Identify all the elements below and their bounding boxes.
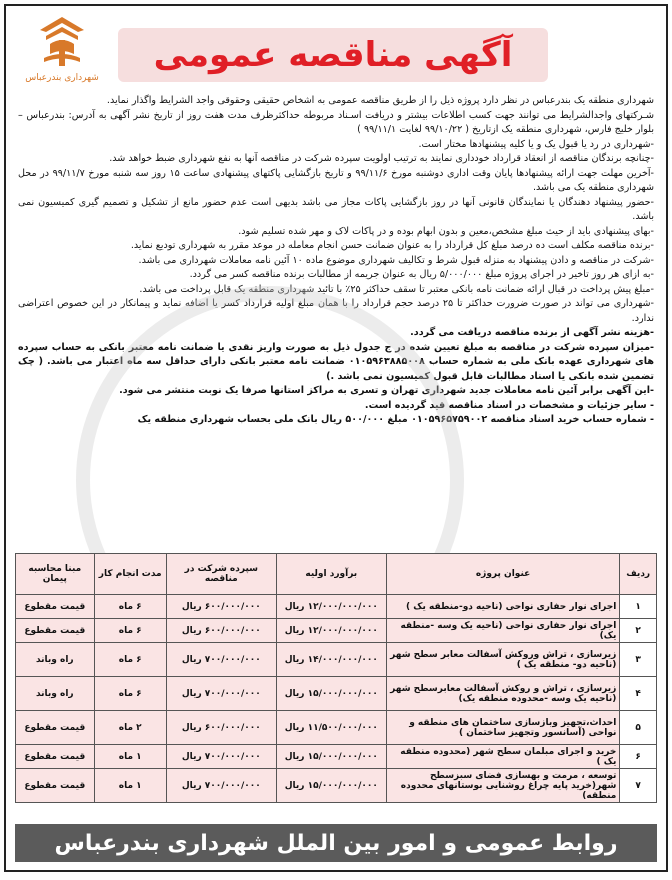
notice-paragraph: -میزان سپرده شرکت در مناقصه به مبلغ تعیین شده در ج جدول ذیل به صورت واریز نقدی یا ضمانت نامه معتبر بانکی به حساب سپرده های شهرداری عهده بانک ملی به شماره حساب ۰۱۰۵۹۶۳۸۸۵۰۰۸ ضمانت نامه معتبر بانکی دارای حداقل سه ماه اعتبار می باشد. ( چک تضمین شده بانکی یا اسناد مطالبات قابل قبول کمیسیون نمی باشد .): [18, 341, 654, 382]
table-header-row: [16, 554, 657, 595]
row-number-cell: ۳: [620, 643, 657, 677]
basis-cell: راه وباند: [16, 643, 95, 677]
project-title-cell: توسعه ، مرمت و بهسازی فضای سبزسطح شهر(خرید پایه چراغ روشنایی بوستانهای محدوده منطقه): [386, 769, 620, 803]
table-row: [16, 769, 657, 803]
duration-cell: ۶ ماه: [94, 595, 166, 619]
project-title-cell: زیرسازی ، تراش وروکش آسفالت معابر سطح شهر (ناحیه دو- منطقه یک ): [386, 643, 620, 677]
duration-cell: ۱ ماه: [94, 769, 166, 803]
basis-cell: راه وباند: [16, 677, 95, 711]
page-title: آگهی مناقصه عمومی: [153, 35, 513, 75]
deposit-cell: ۷۰۰/۰۰۰/۰۰۰ ریال: [166, 745, 276, 769]
estimate-cell: ۱۲/۰۰۰/۰۰۰/۰۰۰ ریال: [276, 619, 386, 643]
row-number-cell: ۶: [620, 745, 657, 769]
duration-cell: ۲ ماه: [94, 711, 166, 745]
table-row: [16, 643, 657, 677]
logo-text: شهرداری بندرعباس: [25, 73, 99, 83]
notice-body: [18, 94, 654, 564]
row-number-cell: ۱: [620, 595, 657, 619]
row-number-cell: ۵: [620, 711, 657, 745]
col-header-basis: مبنا محاسبه پیمان: [16, 554, 95, 595]
projects-table: [15, 553, 657, 803]
duration-cell: ۶ ماه: [94, 643, 166, 677]
row-number-cell: ۴: [620, 677, 657, 711]
deposit-cell: ۶۰۰/۰۰۰/۰۰۰ ریال: [166, 619, 276, 643]
duration-cell: ۶ ماه: [94, 619, 166, 643]
notice-paragraph: شـرکتهای واجدالشرایط می توانند جهت کسب اطلاعات بیشتر و دریافت اسـناد مربوطه حداکثرظرف مدت هفت روز از تاریخ نشر آگهی به آدرس: بندرعباس –بلوار خلیج فارس، شهرداری منطقه یک ازتاریخ ( ۹۹/۱۰/۲۲ لغایت ۹۹/۱۱/۱ ): [18, 109, 654, 135]
project-title-cell: اجرای نوار حفاری نواحی (ناحیه یک وسه -منطقه یک): [386, 619, 620, 643]
col-header-project-title: عنوان پروژه: [386, 554, 620, 595]
basis-cell: قیمت مقطوع: [16, 745, 95, 769]
notice-paragraph: - سایر جزئیات و مشخصات در اسناد مناقصه قید گردیده است.: [364, 399, 654, 411]
notice-paragraph: -برنده مناقصه مکلف است ده درصد مبلغ کل قرارداد را به عنوان ضمانت حسن انجام معامله در موعد مقرر به شهرداری تودیع نماید.: [130, 240, 654, 251]
footer-banner: [15, 824, 657, 862]
col-header-row-number: ردیف: [620, 554, 657, 595]
notice-paragraph: -آخرین مهلت جهت ارائه پیشنهادها پایان وقت اداری دوشنبه مورخ ۹۹/۱۱/۶ و تاریخ بازگشایی پاکتهای پیشنهادی ساعت ۱۵ روز سه شنبه مورخ ۹۹/۱۱/۷ در محل شهرداری منطقه یک می باشد.: [18, 167, 654, 193]
table-row: [16, 711, 657, 745]
col-header-estimate: برآورد اولیه: [276, 554, 386, 595]
notice-paragraph: -شهرداری می تواند در صورت ضرورت حداکثر تا ۲۵ درصد حجم قرارداد را با همان مبلغ اولیه قرارداد کسر یا اضافه نماید و پیمانکار در این خصوص اعتراضی ندارد.: [18, 298, 654, 324]
title-banner: [118, 28, 548, 82]
col-header-deposit: سپرده شرکت در مناقصه: [166, 554, 276, 595]
notice-paragraph: - شماره حساب خرید اسناد مناقصه ۰۱۰۵۹۶۵۷۵۹۰۰۲ مبلغ ۵۰۰/۰۰۰ ریال بانک ملی بحساب شهرداری منطقه یک: [137, 414, 654, 425]
logo-emblem-icon: [32, 14, 92, 72]
municipality-logo: [16, 14, 108, 90]
project-title-cell: زیرسازی ، تراش و روکش آسفالت معابرسطح شهر (ناحیه یک وسه -محدوده منطقه یک): [386, 677, 620, 711]
notice-paragraph: -مبلغ پیش پرداخت در قبال ارائه ضمانت نامه بانکی معتبر تا سقف حداکثر ۲۵٪ با تائید شهرداری منطقه یک قابل پرداخت می باشد.: [139, 283, 654, 295]
deposit-cell: ۷۰۰/۰۰۰/۰۰۰ ریال: [166, 769, 276, 803]
estimate-cell: ۱۴/۰۰۰/۰۰۰/۰۰۰ ریال: [276, 643, 386, 677]
table-row: [16, 595, 657, 619]
footer-text: روابط عمومی و امور بین الملل شهرداری بندرعباس: [54, 830, 618, 856]
notice-paragraph: -چنانچه برندگان مناقصه از انعقاد قرارداد خودداری نمایند به ترتیب اولویت سپرده شرکت در مناقصه آنها به نفع شهرداری ضبط خواهد شد.: [109, 153, 654, 164]
col-header-duration: مدت انجام کار: [94, 554, 166, 595]
table-row: [16, 677, 657, 711]
notice-paragraph: -بهای پیشنهادی باید از حیث مبلغ مشخص،معین و بدون ابهام بوده و در پاکات لاک و مهر شده تسلیم شود.: [238, 225, 654, 237]
basis-cell: قیمت مقطوع: [16, 711, 95, 745]
estimate-cell: ۱۵/۰۰۰/۰۰۰/۰۰۰ ریال: [276, 769, 386, 803]
basis-cell: قیمت مقطوع: [16, 619, 95, 643]
deposit-cell: ۶۰۰/۰۰۰/۰۰۰ ریال: [166, 595, 276, 619]
notice-paragraph: -هزینه نشر آگهی از برنده مناقصه دریافت می گردد.: [410, 327, 654, 338]
notice-paragraph: شهرداری منطقه یک بندرعباس در نظر دارد پروژه ذیل را از طریق مناقصه عمومی به اشخاص حقیقی وحقوقی واجد الشرایط واگذار نماید.: [106, 95, 654, 106]
notice-paragraph: -شرکت در مناقصه و دادن پیشنهاد به منزله قبول شرط و تکالیف شهرداری موضوع ماده ۱۰ آئین نامه معاملات شهرداری می باشد.: [138, 254, 654, 266]
notice-paragraph: -شهرداری در رد یا قبول یک و یا کلیه پیشنهادها مختار است.: [418, 138, 654, 150]
header: [6, 6, 666, 94]
table-row: [16, 745, 657, 769]
notice-paragraph: -حضور پیشنهاد دهندگان یا نمایندگان قانونی آنها در روز بازگشایی پاکات مجاز می باشد بدیهی است عدم حضور مانع از تشکیل و تصمیم گیری کمیسیون نمی باشد.: [18, 196, 654, 222]
project-title-cell: اجرای نوار حفاری نواحی (ناحیه دو-منطقه یک ): [386, 595, 620, 619]
basis-cell: قیمت مقطوع: [16, 769, 95, 803]
row-number-cell: ۷: [620, 769, 657, 803]
duration-cell: ۱ ماه: [94, 745, 166, 769]
estimate-cell: ۱۵/۰۰۰/۰۰۰/۰۰۰ ریال: [276, 745, 386, 769]
tender-notice: [4, 4, 668, 872]
row-number-cell: ۲: [620, 619, 657, 643]
estimate-cell: ۱۵/۰۰۰/۰۰۰/۰۰۰ ریال: [276, 677, 386, 711]
project-title-cell: خرید و اجرای مبلمان سطح شهر (محدوده منطقه یک ): [386, 745, 620, 769]
project-title-cell: احداث،تجهیز وبازسازی ساختمان های منطقه و نواحی (آسانسور وتجهیز ساختمان ): [386, 711, 620, 745]
table-row: [16, 619, 657, 643]
estimate-cell: ۱۱/۵۰۰/۰۰۰/۰۰۰ ریال: [276, 711, 386, 745]
basis-cell: قیمت مقطوع: [16, 595, 95, 619]
notice-paragraph: -این آگهی برابر آئین نامه معاملات جدید شهرداری تهران و تسری به مراکز استانها صرفا یک نوبت منتشر می شود.: [119, 385, 654, 396]
estimate-cell: ۱۲/۰۰۰/۰۰۰/۰۰۰ ریال: [276, 595, 386, 619]
duration-cell: ۶ ماه: [94, 677, 166, 711]
deposit-cell: ۷۰۰/۰۰۰/۰۰۰ ریال: [166, 677, 276, 711]
deposit-cell: ۷۰۰/۰۰۰/۰۰۰ ریال: [166, 643, 276, 677]
deposit-cell: ۶۰۰/۰۰۰/۰۰۰ ریال: [166, 711, 276, 745]
notice-paragraph: -به ازای هر روز تاخیر در اجرای پروژه مبلغ ۵/۰۰۰/۰۰۰ ریال به عنوان جریمه از مطالبات برنده مناقصه کسر می گردد.: [189, 269, 654, 280]
